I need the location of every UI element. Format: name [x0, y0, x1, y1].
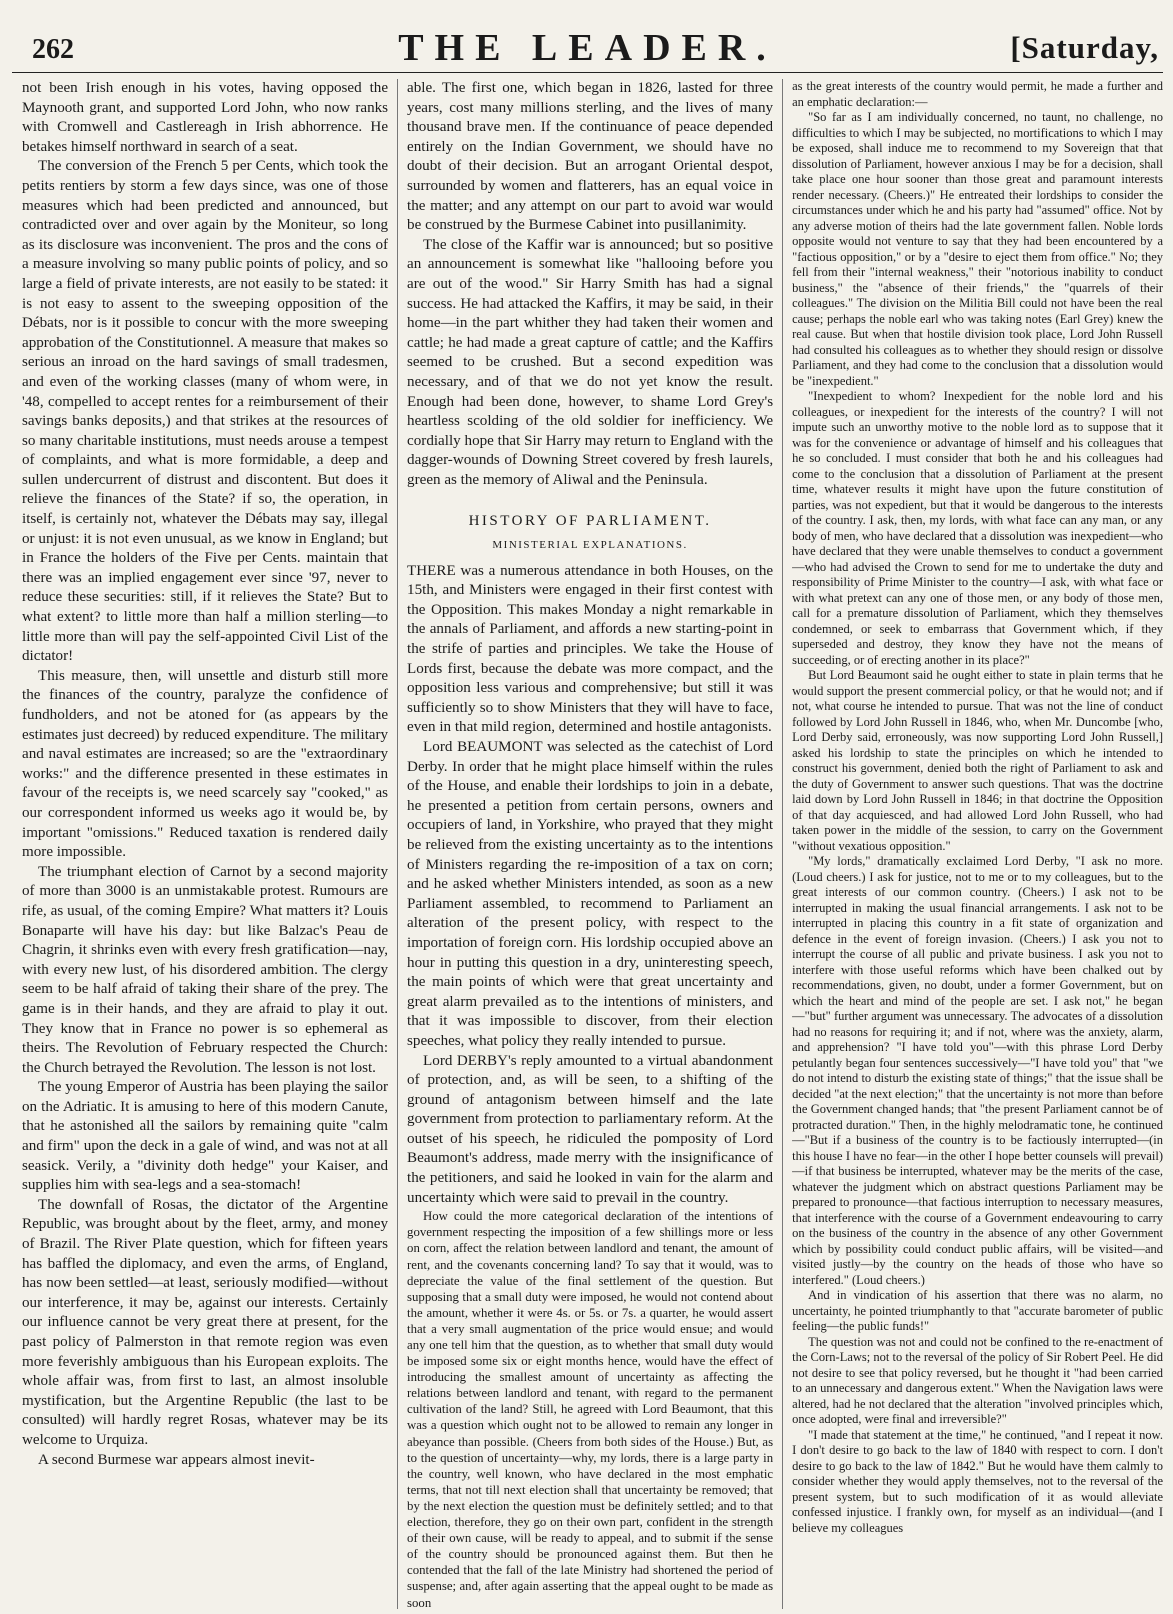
paragraph: THERE was a numerous attendance in both Houses, on the 15th, and Ministers were engaged in their first contest with the Opposition. This makes Monday a night remarkable in the annals of Parliament, and affords a new starting-point in the strife of parties and principles. We take the House of Lords first, because the debate was more compact, and the opposition less various and comprehensive; but still it was sufficiently so to show Ministers that they will have to face, even in that mild region, determined and hostile antagonists.: [407, 562, 774, 736]
paragraph: as the great interests of the country would permit, he made a further and an emphatic declaration:—: [792, 79, 1164, 109]
section-title: HISTORY OF PARLIAMENT.: [468, 513, 712, 530]
paragraph: But Lord Beaumont said he ought either to state in plain terms that he would support the present commercial policy, or that he would not; and if not, what course he intended to pursue. That was not the line of conduct followed by Lord John Russell in 1846, who, when Mr. Duncombe [who, Lord Derby said, erroneously, was now supporting Lord John Russell,] asked his lordship to state the principles on which he intended to construct his government, denied both the right of Parliament to ask and the duty of Government to answer such questions. That was the doctrine laid down by Lord John Russell in 1846; in that doctrine the Opposition of that day acquiesced, and had allowed Lord John Russell, who had taken power in the middle of the session, to carry on the Government "without vexatious opposition.": [792, 668, 1164, 853]
paragraph: This measure, then, will unsettle and disturb still more the finances of the country, paralyze the confidence of fundholders, and not be atoned for (as appears by the estimates just decreed) by reduced expenditure. The military and naval estimates are increased; so are the "extraordinary works:" and the difference presented in these estimates in favour of the receipts is, we need scarcely say "cooked," as our correspondent informed us weeks ago it would be, by important "omissions." Reduced taxation is rendered daily more impossible.: [22, 667, 389, 861]
page-header: [12, 22, 1163, 73]
paragraph: The close of the Kaffir war is announced; but so positive an announcement is somewhat like "hallooing before you are out of the wood." Sir Harry Smith has had a signal success. He had attacked the Kaffirs, it may be said, in their home—in the part whither they had taken their women and cattle; he had made a great capture of cattle; and the Kaffirs seemed to be crushed. But a second expedition was necessary, and of that we do not yet know the result. Enough had been done, however, to shame Lord Grey's heartless scolding of the old soldier for inefficiency. We cordially hope that Sir Harry may return to England with the dagger-wounds of Downing Street covered by fresh laurels, green as the memory of Aliwal and the Peninsula.: [407, 236, 774, 488]
column-1: [12, 79, 397, 1609]
paragraph: "So far as I am individually concerned, no taunt, no challenge, no difficulties to which I may be subjected, no mortifications to which I may be exposed, shall induce me to recommend to my Sovereign that that dissolution of Parliament, however anxious I may be for a decision, shall take place one hour sooner than those great and paramount interests render necessary. (Cheers.)" He entreated their lordships to consider the circumstances under which he and his party had "assumed" office. Not by any adverse motion of theirs had the late government fallen. Noble lords opposite would not venture to say that they had been encountered by a "factious opposition," or by a "desire to eject them from office." No; they fell from their "internal weakness," their "notorious inability to conduct business," the "absence of their friends," the "quarrels of their colleagues." The division on the Militia Bill could not have been the real cause; perhaps the noble earl who was taking notes (Earl Grey) knew the real cause. But when that hostile division took place, Lord John Russell had consulted his colleagues as to whether they should resign or dissolve Parliament, and they had come to the conclusion that a dissolution would be "inexpedient.": [792, 110, 1164, 388]
paragraph: not been Irish enough in his votes, having opposed the Maynooth grant, and supported Lord John, who now ranks with Cromwell and Castlereagh in Irish abhorrence. He betakes himself northward in search of a seat.: [22, 80, 389, 155]
masthead-day: [Saturday,: [1010, 30, 1159, 65]
paragraph: The conversion of the French 5 per Cents, which took the petits rentiers by storm a few days since, was one of those measures which had been predicted and announced, but contradicted over and over again by the Moniteur, so long as its disclosure was inconvenient. The pros and the cons of a measure involving so many public points of policy, and so large a field of private interests, are not easily to be stated: it is not easy to assent to the sweeping opposition of the Débats, nor is it possible to concur with the more sweeping approbation of the Constitutionnel. A measure that makes so serious an inroad on the hard savings of small tradesmen, and even of the working classes (many of whom were, in '48, compelled to accept rentes for a reimbursement of their savings banks deposits,) and that strikes at the resources of so many charitable institutions, must needs arouse a tempest of complaints, and what is more formidable, a deep and sullen undercurrent of distrust and discontent. But does it relieve the finances of the State? if so, the operation, in itself, is certainly not, whatever the Débats may say, illegal or unjust: it is not even unusual, as we know in England; but in France the holders of the Five per Cents. maintain that there was an implied engagement ever since '97, never to reduce these securities: still, if it relieves the State? But to what extent? to little more than half a million sterling—to little more than will pay the self-appointed Civil List of the dictator!: [22, 158, 389, 665]
paragraph: The triumphant election of Carnot by a second majority of more than 3000 is an unmistakable protest. Rumours are rife, as usual, of the coming Empire? What matters it? Louis Bonaparte will have his day: but like Balzac's Peau de Chagrin, it shrinks even with every fresh gratification—nay, with every new lust, of his disordered ambition. The clergy seem to be half afraid of taking their share of the prey. The game is in their hands, and they are afraid to play it out. They know that in France no power is so ephemeral as theirs. The Revolution of February respected the Church: the Church betrayed the Revolution. The lesson is not lost.: [22, 863, 389, 1076]
paragraph: And in vindication of his assertion that there was no alarm, no uncertainty, he pointed triumphantly to that "accurate barometer of public feeling—the public funds!": [792, 1288, 1164, 1333]
column-2: [397, 79, 782, 1609]
paragraph: Lord BEAUMONT was selected as the catechist of Lord Derby. In order that he might place himself within the rules of the House, and enable their lordships to join in a debate, he presented a petition from certain persons, owners and occupiers of land, in Yorkshire, who prayed that they might be relieved from the existing uncertainty as to the intentions of Ministers regarding the re-imposition of a tax on corn; and he asked whether Ministers intended, as soon as a new Parliament assembled, to recommend to Parliament an alteration of the present policy, with respect to the importation of foreign corn. His lordship occupied above an hour in putting this question in a dry, uninteresting speech, the main points of which were that great uncertainty and great alarm prevailed as to the intentions of ministers, and that it was impossible to discover, from their election speeches, what policy they really intended to pursue.: [407, 739, 774, 1049]
paragraph: "I made that statement at the time," he continued, "and I repeat it now. I don't desire to go back to the law of 1840 with respect to corn. I don't desire to go back to the law of 1842." But he would have them calmly to consider whether they would apply themselves, not to the reversal of the present system, but to such modification of it as would alleviate confessed injustice. I frankly own, for myself as an individual—(and I believe my colleagues: [792, 1427, 1164, 1535]
section-subtitle: MINISTERIAL EXPLANATIONS.: [492, 539, 688, 552]
paragraph: The downfall of Rosas, the dictator of the Argentine Republic, was brought about by the fleet, army, and money of Brazil. The River Plate question, which for fifteen years has baffled the diplomacy, and even the arms, of England, has now been settled—at least, seriously modified—without our interference, it may be, against our interests. Certainly our influence cannot be very great there at present, for the past policy of Palmerston in that remote region was even more feverishly ambiguous than his European exploits. The whole affair was, from first to last, an almost insoluble mystification, but the Argentine Republic (the last to be consulted) will hardly regret Rosas, whatever may be its welcome to Urquiza.: [22, 1196, 389, 1448]
quoted-paragraph: How could the more categorical declaration of the intentions of government respecting the imposition of a few shillings more or less on corn, affect the relation between landlord and tenant, the amount of rent, and the covenants concerning land? To say that it would, was to depreciate the value of the final settlement of the question. But supposing that a small duty were imposed, he would not contend about the amount, whether it were 4s. or 5s. or 7s. a quarter, he would assert that a very small augmentation of the price would ensue; and would any one tell him that the question, as to whether that small duty would be imposed some six or eight months hence, would have the effect of introducing the smallest amount of uncertainty as affecting the relations between landlord and tenant, with regard to the permanent cultivation of the land? Still, he agreed with Lord Beaumont, that this was a question which ought not to be allowed to remain any longer in abeyance than possible. (Cheers from both sides of the House.) But, as to the question of uncertainty—why, my lords, there is a large party in the country, well known, who have declared in the most emphatic terms, that not till next election shall that uncertainty be removed; that by the next election the question must be definitely settled; and to that election, therefore, they go on their own part, confident in the strength of their own cause, will be ready to appeal, and to submit if the sense of the country should be pronounced against them. But then he contended that the fall of the late Ministry had shortened the period of suspense; and, after again asserting that the appeal ought to be made as soon: [407, 1209, 774, 1609]
column-3: [782, 79, 1163, 1609]
paragraph: able. The first one, which began in 1826, lasted for three years, cost many millions sterling, and the lives of many thousand brave men. If the continuance of peace depended entirely on the Indian Government, we should have no doubt of their decision. But an arrogant Oriental despot, surrounded by women and flatterers, has an equal voice in the matter; and any attempt on our part to avoid war would be construed by the Burmese Cabinet into pusillanimity.: [407, 80, 774, 234]
masthead-title: THE LEADER.: [398, 27, 777, 69]
paragraph: A second Burmese war appears almost inevit-: [38, 1451, 315, 1468]
columns: [12, 79, 1163, 1609]
paragraph: The young Emperor of Austria has been playing the sailor on the Adriatic. It is amusing to here of this modern Canute, that he astonished all the sailors by remaining quite "calm and firm" upon the deck in a gale of wind, and was not at all seasick. Verily, a "divinity doth hedge" your Kaiser, and supplies him with sea-legs and a sea-stomach!: [22, 1079, 389, 1194]
paragraph: "Inexpedient to whom? Inexpedient for the noble lord and his colleagues, or inexpedient for the interests of the country? I will not impute such an unworthy motive to the noble lord as to suppose that it was for the convenience or advantage of himself and his colleagues that he so concluded. I must consider that both he and his colleagues had come to the conclusion that a dissolution of Parliament at the present time, whatever results it might have upon the future constitution of parties, was not expedient, but that it would be dangerous to the interests of the country. I ask, then, my lords, with what face can any man, or any body of men, who have declared that a dissolution was inexpedient—who have declared that they were unable themselves to conduct a government—who had advised the Crown to send for me to undertake the duty and responsibility of Prime Minister to the country—I ask, with what face or with what pretext can any one of those men, or any body of those men, call for a premature dissolution of Parliament, which they themselves condemned, or seek to embarrass that Government which, if they superseded and destroy, they know they have not the means of succeeding, or of erecting another in its place?": [792, 389, 1164, 667]
page-number: 262: [32, 34, 74, 65]
paragraph: The question was not and could not be confined to the re-enactment of the Corn-Laws; not to the reversal of the policy of Sir Robert Peel. He did not desire to see that policy reversed, but he thought it "had been carried to an unnecessary and dangerous extent." When the Navigation laws were altered, had he not declared that the alteration "involved principles which, once adopted, were final and irreversible?": [792, 1334, 1164, 1426]
paragraph: "My lords," dramatically exclaimed Lord Derby, "I ask no more. (Loud cheers.) I ask for justice, not to me or to my colleagues, but to the great interests of our common country. (Cheers.) I ask not to be interrupted in making the usual financial arrangements. I ask not to be interrupted in placing this country in a fit state of organization and defence in the event of foreign invasion. (Cheers.) I ask you not to interrupt the course of all public and private business. I ask you not to interfere with those useful reforms which have been chalked out by recommendations, given, no doubt, under a former Government, but on which the heart and mind of the people are set. I ask not," he began—"but" further argument was unnecessary. The advocates of a dissolution had no reasons for requiring it; and if not, where was the anxiety, alarm, and apprehension? "I have told you"—with this phrase Lord Derby petulantly began four sentences successively—"I have told you" that "we do not intend to disturb the existing state of things;" that the issue shall be decided "at the next election;" that the uncertainty is not more than before the Government changed hands; that "the present Parliament cannot be of protracted duration." Then, in the highly melodramatic tone, he continued—"But if a business of the country is to be factiously interrupted—(in this house I have no fear—in the other I hope better counsels will prevail)—if that business be interrupted, whatever may be the merits of the case, whatever the judgment which on abstract questions Parliament may be prepared to pronounce—that factious interruption to necessary measures, that interference with the course of a Government endeavouring to carry on the business of the country in the absence of any other Government which by possibility could conduct public affairs, will be visited—and visited justly—by the country on the heads of those who have so interfered." (Loud cheers.): [792, 854, 1164, 1287]
paragraph: Lord DERBY's reply amounted to a virtual abandonment of protection, and, as will be seen, to a shifting of the ground of antagonism between himself and the late government from protection to parliamentary reform. At the outset of his speech, he ridiculed the pomposity of Lord Beaumont's address, made merry with the insignificance of the petitioners, and said he looked in vain for the alarm and uncertainty which were said to prevail in the country.: [407, 1052, 774, 1206]
